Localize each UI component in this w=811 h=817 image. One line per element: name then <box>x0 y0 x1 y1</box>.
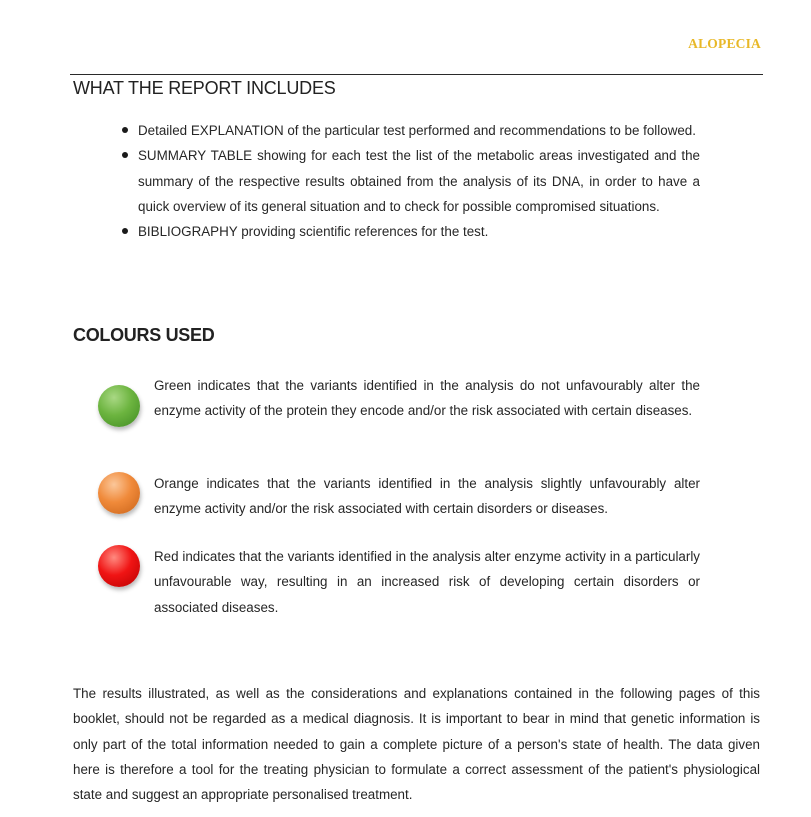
orange-circle-icon <box>98 472 140 514</box>
green-circle-icon <box>98 385 140 427</box>
colour-description: Orange indicates that the variants identified in the analysis slightly unfavourably alter enzyme activity and/or the risk associated with certain disorders or diseases. <box>154 476 700 517</box>
list-item: BIBLIOGRAPHY providing scientific references for the test. <box>138 219 700 244</box>
colour-description: Red indicates that the variants identified in the analysis alter enzyme activity in a particularly unfavourable way, resulting in an increased risk of developing certain disorders or associated diseases. <box>154 549 700 615</box>
report-contents-list <box>138 118 700 244</box>
header-divider <box>70 74 763 75</box>
red-circle-icon <box>98 545 140 587</box>
list-item: SUMMARY TABLE showing for each test the list of the metabolic areas investigated and the summary of the respective results obtained from the analysis of its DNA, in order to have a quick overview of its general situation and to check for possible compromised situations. <box>138 143 700 219</box>
list-item: Detailed EXPLANATION of the particular test performed and recommendations to be followed. <box>138 118 700 143</box>
colours-section-title: COLOURS USED <box>73 325 215 345</box>
disclaimer-paragraph: The results illustrated, as well as the considerations and explanations contained in the following pages of this booklet, should not be regarded as a medical diagnosis. It is important to bear in mind that genetic information is only part of the total information needed to gain a complete picture of a person's state of health. The data given here is therefore a tool for the treating physician to formulate a correct assessment of the patient's physiological state and suggest an appropriate personalised treatment. <box>73 686 760 803</box>
colour-description: Green indicates that the variants identified in the analysis do not unfavourably alter the enzyme activity of the protein they encode and/or the risk associated with certain diseases. <box>154 378 700 419</box>
header-brand: ALOPECIA <box>688 36 761 51</box>
report-section-title: WHAT THE REPORT INCLUDES <box>73 78 336 98</box>
